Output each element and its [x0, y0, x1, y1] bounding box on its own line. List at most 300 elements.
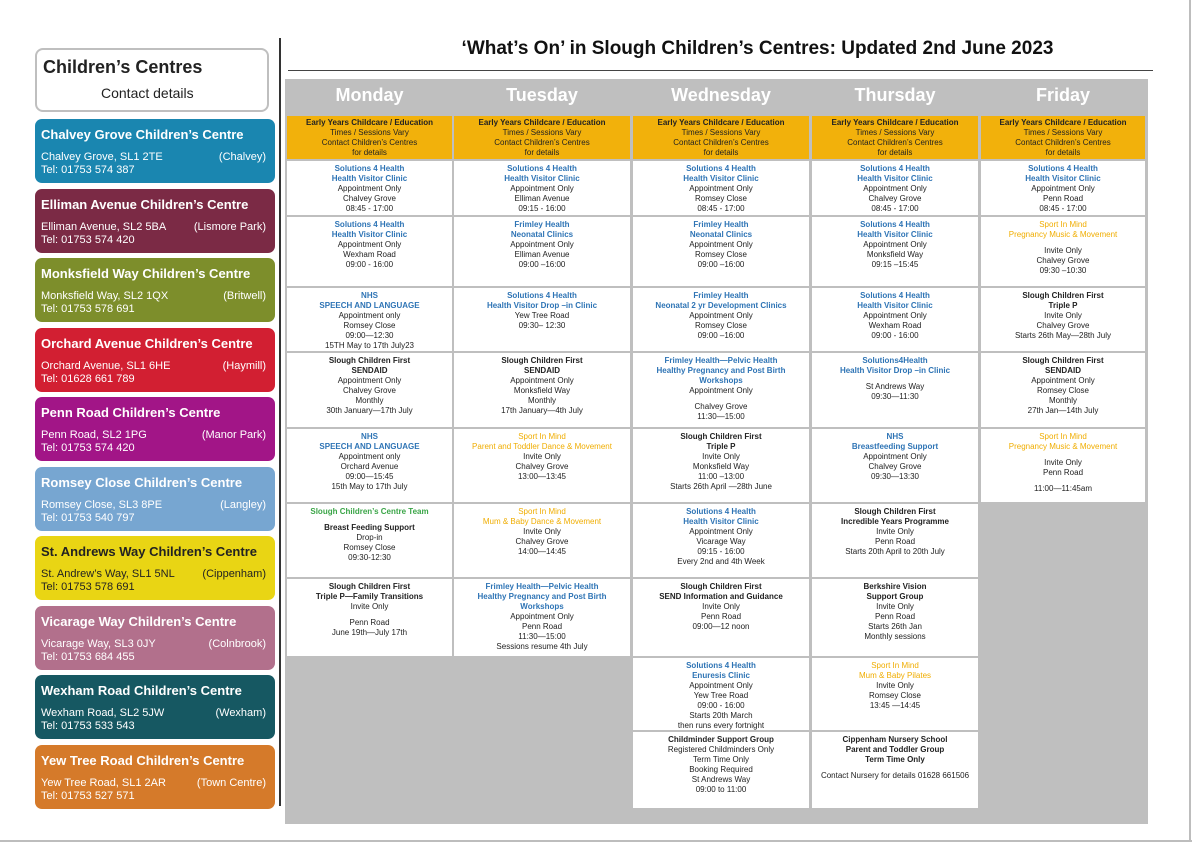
cell-line: Frimley Health — [693, 220, 749, 229]
activity-cell — [812, 658, 978, 730]
cell-line: 09:15 - 16:00 — [518, 204, 566, 213]
cell-line: Sport In Mind — [1039, 220, 1087, 229]
centre-card — [35, 328, 275, 392]
empty-cell — [981, 658, 1145, 730]
centre-card — [35, 467, 275, 531]
cell-line: 15TH May to 17th July23 — [325, 341, 414, 350]
cell-line: Pregnancy Music & Movement — [1008, 230, 1118, 239]
cell-line: Romsey Close — [1036, 386, 1089, 395]
centre-area: (Haymill) — [222, 359, 266, 372]
activity-cell — [287, 504, 452, 577]
cell-line: Penn Road — [874, 612, 916, 621]
cell-line: Health Visitor Clinic — [683, 174, 759, 183]
activity-cell — [454, 353, 630, 427]
cell-line: Solutions 4 Health — [860, 291, 930, 300]
cell-line: Times / Sessions Vary — [681, 128, 761, 137]
cell-line: Solutions 4 Health — [686, 164, 756, 173]
cell-line: 15th May to 17th July — [331, 482, 408, 491]
cell-line: NHS — [361, 291, 378, 300]
cell-line: Sport In Mind — [518, 507, 566, 516]
cell-line: Parent and Toddler Dance & Movement — [472, 442, 612, 451]
activity-cell — [633, 288, 809, 351]
cell-line: 09:00 –16:00 — [697, 260, 745, 269]
cell-line: Times / Sessions Vary — [502, 128, 582, 137]
cell-line: Frimley Health—Pelvic Health — [664, 356, 778, 365]
cell-line: Appointment Only — [510, 240, 574, 249]
empty-cell — [454, 658, 630, 730]
title-underline — [288, 70, 1153, 71]
activity-cell — [454, 429, 630, 502]
cell-line: for details — [1045, 148, 1081, 157]
cell-line: Appointment Only — [510, 184, 574, 193]
cell-line: Health Visitor Clinic — [1025, 174, 1101, 183]
centre-name: St. Andrews Way Children’s Centre — [41, 544, 257, 559]
activity-cell — [633, 353, 809, 427]
cell-line: Slough Children First — [1022, 291, 1104, 300]
empty-cell — [454, 732, 630, 808]
cell-line: Chalvey Grove — [343, 194, 396, 203]
cell-line: Berkshire Vision — [863, 582, 927, 591]
cell-line: Contact Nursery for details 01628 661506 — [820, 771, 970, 780]
cell-line: Solutions 4 Health — [1028, 164, 1098, 173]
centre-tel: Tel: 01753 578 691 — [41, 581, 135, 593]
cell-line: Chalvey Grove — [343, 386, 396, 395]
cell-line: Invite Only — [350, 602, 389, 611]
cell-line: Penn Road — [349, 618, 390, 627]
cell-line: Term Time Only — [692, 755, 749, 764]
cell-line: Frimley Health — [693, 291, 749, 300]
cell-line: Wexham Road — [868, 321, 922, 330]
activity-cell — [981, 353, 1145, 427]
cell-line: Health Visitor Clinic — [504, 174, 580, 183]
cell-line: Starts 26th April —28th June — [670, 482, 772, 491]
cell-line: Appointment Only — [337, 184, 402, 193]
cell-line: Starts 20th March — [689, 711, 753, 720]
cell-line: Appointment Only — [689, 681, 753, 690]
cell-line: Enuresis Clinic — [692, 671, 750, 680]
cell-line: 11:30—15:00 — [697, 412, 745, 421]
cell-line: for details — [877, 148, 913, 157]
cell-line: SPEECH AND LANGUAGE — [319, 301, 420, 310]
cell-line: Parent and Toddler Group — [845, 745, 945, 754]
cell-line: Wexham Road — [343, 250, 396, 259]
cell-line: Invite Only — [876, 527, 914, 536]
cell-line: 11:30—15:00 — [518, 632, 566, 641]
early-years-cell — [981, 116, 1145, 159]
centre-address: Monksfield Way, SL2 1QX — [41, 290, 169, 302]
cell-line: 09:00 –16:00 — [518, 260, 566, 269]
centre-area: (Langley) — [220, 498, 266, 511]
cell-line: 08:45 - 17:00 — [345, 204, 394, 213]
centre-area: (Colnbrook) — [208, 637, 266, 650]
cell-line: Appointment Only — [689, 240, 753, 249]
cell-line: Starts 26th Jan — [868, 622, 922, 631]
cell-line: Health Visitor Clinic — [331, 230, 408, 239]
cell-line: Monthly — [527, 396, 556, 405]
cell-line: 09:00—12:30 — [345, 331, 394, 340]
centre-name: Wexham Road Children’s Centre — [41, 683, 242, 698]
cell-line: Chalvey Grove — [515, 462, 569, 471]
cell-line: Appointment Only — [689, 527, 753, 536]
cell-line: Penn Road — [1042, 468, 1084, 477]
cell-line: Invite Only — [876, 681, 914, 690]
cell-line: Appointment Only — [863, 452, 927, 461]
cell-line: NHS — [361, 432, 378, 441]
activity-cell — [633, 161, 809, 215]
cell-line: Booking Required — [689, 765, 753, 774]
cell-line: Cippenham Nursery School — [842, 735, 948, 744]
cell-line: Chalvey Grove — [868, 462, 922, 471]
cell-line: Health Visitor Clinic — [857, 301, 933, 310]
cell-line: 11:00 –13:00 — [697, 472, 745, 481]
cell-line: Times / Sessions Vary — [330, 128, 409, 137]
day-header: Wednesday — [671, 85, 771, 105]
cell-line: 09:00 - 16:00 — [871, 331, 919, 340]
cell-line: Invite Only — [1044, 458, 1082, 467]
cell-line: 13:00—13:45 — [517, 472, 567, 481]
activity-cell — [454, 288, 630, 351]
page-title: ‘What’s On’ in Slough Children’s Centres: Updated 2nd June 2023 — [461, 38, 1054, 59]
centre-address: Vicarage Way, SL3 0JY — [41, 637, 156, 650]
contact-details-box — [35, 48, 269, 112]
centre-address: Elliman Avenue, SL2 5BA — [41, 220, 167, 233]
cell-line: Healthy Pregnancy and Post Birth — [656, 366, 786, 375]
day-header: Tuesday — [506, 85, 578, 105]
cell-line: Solutions 4 Health — [334, 164, 405, 173]
cell-line: Chalvey Grove — [1036, 321, 1090, 330]
cell-line: SENDAID — [523, 366, 560, 375]
cell-line: Workshops — [520, 602, 564, 611]
cell-line: Slough Children First — [680, 582, 762, 591]
cell-line: Solutions 4 Health — [860, 164, 930, 173]
activity-cell — [633, 504, 809, 577]
centre-card — [35, 536, 275, 600]
centre-tel: Tel: 01753 540 797 — [41, 511, 135, 524]
timetable-grid — [285, 79, 1148, 824]
activity-cell — [981, 161, 1145, 215]
cell-line: Breastfeeding Support — [851, 442, 939, 451]
centre-address: Wexham Road, SL2 5JW — [41, 707, 165, 719]
cell-line: 09:30—11:30 — [871, 392, 919, 401]
cell-line: Early Years Childcare / Education — [305, 118, 434, 127]
cell-line: Early Years Childcare / Education — [478, 118, 606, 127]
activity-cell — [287, 288, 452, 351]
centre-tel: Tel: 01753 574 420 — [41, 442, 135, 454]
cell-line: Neonatal Clinics — [689, 230, 753, 239]
cell-line: Starts 26th May—28th July — [1014, 331, 1112, 340]
day-header: Friday — [1035, 85, 1091, 105]
cell-line: Slough Children First — [1022, 356, 1104, 365]
cell-line: Times / Sessions Vary — [855, 128, 935, 137]
cell-line: Incredible Years Programme — [841, 517, 949, 526]
centre-name: Monksfield Way Children’s Centre — [41, 266, 251, 281]
cell-line: 13:45 —14:45 — [869, 701, 921, 710]
cell-line: Appointment Only — [510, 376, 574, 385]
centre-area: (Wexham) — [215, 707, 266, 719]
centre-tel: Tel: 01753 533 543 — [41, 720, 135, 732]
cell-line: Slough Children First — [328, 582, 411, 591]
centre-card — [35, 745, 275, 809]
cell-line: Appointment Only — [863, 240, 927, 249]
cell-line: Monthly — [355, 396, 384, 405]
cell-line: NHS — [886, 432, 904, 441]
contact-box-subtitle: Contact details — [101, 85, 194, 101]
centre-area: (Manor Park) — [201, 429, 266, 441]
activity-cell — [287, 161, 452, 215]
cell-line: for details — [352, 148, 387, 157]
centre-tel: Tel: 01753 527 571 — [41, 789, 135, 802]
cell-line: Appointment only — [338, 311, 401, 320]
cell-line: Early Years Childcare / Education — [831, 118, 959, 127]
cell-line: Monksfield Way — [513, 386, 571, 395]
centre-area: (Lismore Park) — [193, 220, 266, 233]
cell-line: Contact Children’s Centres — [321, 138, 418, 147]
cell-line: for details — [524, 148, 560, 157]
cell-line: Chalvey Grove — [868, 194, 922, 203]
cell-line: Contact Children’s Centres — [494, 138, 590, 147]
centre-card — [35, 397, 275, 461]
cell-line: Neonatal 2 yr Development Clinics — [655, 301, 787, 310]
centre-address: Romsey Close, SL3 8PE — [41, 498, 163, 511]
cell-line: Penn Road — [874, 537, 916, 546]
cell-line: Invite Only — [876, 602, 914, 611]
cell-line: Penn Road — [1042, 194, 1084, 203]
cell-line: Monthly sessions — [864, 632, 926, 641]
cell-line: Appointment Only — [510, 612, 574, 621]
cell-line: Frimley Health — [514, 220, 570, 229]
cell-line: 08:45 - 17:00 — [871, 204, 919, 213]
cell-line: Support Group — [866, 592, 924, 601]
cell-line: SENDAID — [1044, 366, 1081, 375]
activity-cell — [981, 429, 1145, 502]
cell-line: 11:00—11:45am — [1034, 484, 1092, 493]
activity-cell — [633, 658, 809, 730]
cell-line: Term Time Only — [865, 755, 925, 764]
cell-line: 09:00—15:45 — [345, 472, 394, 481]
cell-line: Monksfield Way — [692, 462, 750, 471]
cell-line: Health Visitor Drop –in Clinic — [486, 301, 598, 310]
activity-cell — [812, 579, 978, 656]
cell-line: Breast Feeding Support — [324, 523, 415, 532]
cell-line: June 19th—July 17th — [331, 628, 408, 637]
cell-line: Registered Childminders Only — [667, 745, 775, 754]
cell-line: Yew Tree Road — [693, 691, 749, 700]
activity-cell — [287, 429, 452, 502]
activity-cell — [812, 288, 978, 351]
cell-line: Triple P — [1048, 301, 1078, 310]
activity-cell — [812, 161, 978, 215]
activity-cell — [454, 161, 630, 215]
cell-line: Sport In Mind — [871, 661, 919, 670]
cell-line: Invite Only — [1044, 311, 1082, 320]
cell-line: 09:00 - 16:00 — [345, 260, 394, 269]
cell-line: Childminder Support Group — [668, 735, 774, 744]
cell-line: 09:15 - 16:00 — [697, 547, 745, 556]
activity-cell — [287, 217, 452, 286]
cell-line: Health Visitor Clinic — [331, 174, 408, 183]
centre-area: (Britwell) — [223, 290, 266, 302]
cell-line: 09:00 to 11:00 — [695, 785, 747, 794]
day-header: Thursday — [854, 85, 936, 105]
cell-line: Penn Road — [521, 622, 563, 631]
centre-name: Yew Tree Road Children’s Centre — [41, 752, 245, 768]
cell-line: Romsey Close — [343, 321, 396, 330]
activity-cell — [812, 353, 978, 427]
empty-cell — [981, 732, 1145, 808]
cell-line: Romsey Close — [694, 194, 747, 203]
cell-line: 09:30– 12:30 — [518, 321, 566, 330]
cell-line: Invite Only — [702, 452, 740, 461]
cell-line: Romsey Close — [343, 543, 396, 552]
centre-name: Orchard Avenue Children’s Centre — [41, 335, 253, 351]
cell-line: Health Visitor Drop –in Clinic — [839, 366, 951, 375]
cell-line: Appointment Only — [863, 311, 927, 320]
cell-line: SPEECH AND LANGUAGE — [319, 442, 420, 451]
early-years-cell — [454, 116, 630, 159]
centre-area: (Cippenham) — [202, 568, 266, 580]
activity-cell — [981, 217, 1145, 286]
cell-line: Frimley Health—Pelvic Health — [485, 582, 599, 591]
cell-line: Times / Sessions Vary — [1023, 128, 1103, 137]
cell-line: 27th Jan—14th July — [1027, 406, 1099, 415]
early-years-cell — [812, 116, 978, 159]
centre-card — [35, 189, 275, 253]
cell-line: Orchard Avenue — [340, 462, 399, 471]
cell-line: Chalvey Grove — [1036, 256, 1090, 265]
cell-line: Slough Children First — [854, 507, 936, 516]
cell-line: Triple P — [706, 442, 736, 451]
cell-line: Early Years Childcare / Education — [657, 118, 785, 127]
activity-cell — [454, 504, 630, 577]
activity-cell — [454, 579, 630, 656]
cell-line: Slough Children First — [680, 432, 762, 441]
cell-line: 09:00 –16:00 — [697, 331, 745, 340]
activity-cell — [812, 217, 978, 286]
cell-line: Mum & Baby Pilates — [858, 671, 932, 680]
cell-line: Pregnancy Music & Movement — [1008, 442, 1118, 451]
cell-line: Slough Children’s Centre Team — [310, 507, 429, 516]
centre-address: Chalvey Grove, SL1 2TE — [41, 151, 163, 163]
vertical-divider — [279, 38, 281, 806]
centre-name: Vicarage Way Children’s Centre — [41, 613, 237, 629]
cell-line: Solutions 4 Health — [860, 220, 930, 229]
cell-line: Neonatal Clinics — [510, 230, 574, 239]
cell-line: 08:45 - 17:00 — [1039, 204, 1087, 213]
cell-line: Health Visitor Clinic — [857, 174, 933, 183]
cell-line: Slough Children First — [501, 356, 583, 365]
cell-line: Contact Children’s Centres — [1015, 138, 1111, 147]
cell-line: SENDAID — [351, 366, 388, 375]
cell-line: Solutions 4 Health — [507, 291, 577, 300]
cell-line: Monthly — [1048, 396, 1077, 405]
cell-line: SEND Information and Guidance — [659, 592, 783, 601]
centre-tel: Tel: 01628 661 789 — [41, 372, 135, 385]
cell-line: Appointment Only — [863, 184, 927, 193]
centre-address: Orchard Avenue, SL1 6HE — [41, 359, 171, 372]
centre-card — [35, 119, 275, 183]
cell-line: Appointment Only — [689, 184, 753, 193]
activity-cell — [633, 732, 809, 808]
centre-tel: Tel: 01753 574 420 — [41, 233, 135, 246]
centre-address: Yew Tree Road, SL1 2AR — [41, 776, 166, 789]
cell-line: Solutions 4 Health — [686, 661, 756, 670]
cell-line: 17th January—4th July — [501, 406, 583, 415]
cell-line: Solutions 4 Health — [686, 507, 756, 516]
cell-line: Every 2nd and 4th Week — [677, 557, 765, 566]
cell-line: Contact Children’s Centres — [673, 138, 769, 147]
centre-card — [35, 258, 275, 322]
activity-cell — [633, 217, 809, 286]
empty-cell — [287, 732, 452, 808]
centre-name: Penn Road Children’s Centre — [41, 405, 221, 420]
centre-area: (Town Centre) — [196, 776, 266, 789]
cell-line: Appointment Only — [689, 311, 753, 320]
cell-line: 09:30-12:30 — [348, 553, 391, 562]
cell-line: Romsey Close — [694, 321, 747, 330]
cell-line: Triple P—Family Transitions — [315, 592, 424, 601]
cell-line: Appointment Only — [337, 376, 402, 385]
cell-line: Appointment Only — [1031, 184, 1095, 193]
cell-line: Health Visitor Clinic — [683, 517, 759, 526]
cell-line: 09:00—12 noon — [692, 622, 750, 631]
cell-line: then runs every fortnight — [677, 721, 765, 730]
cell-line: 30th January—17th July — [326, 406, 413, 415]
cell-line: Starts 20th April to 20th July — [845, 547, 945, 556]
centre-tel: Tel: 01753 684 455 — [41, 650, 135, 663]
activity-cell — [287, 579, 452, 656]
cell-line: Sport In Mind — [1039, 432, 1087, 441]
activity-cell — [812, 429, 978, 502]
cell-line: Sessions resume 4th July — [496, 642, 588, 651]
early-years-cell — [287, 116, 452, 159]
cell-line: Solutions 4 Health — [507, 164, 577, 173]
activity-cell — [812, 732, 978, 808]
cell-line: Early Years Childcare / Education — [999, 118, 1127, 127]
centre-card — [35, 606, 275, 670]
centre-card — [35, 675, 275, 739]
cell-line: Workshops — [699, 376, 743, 385]
early-years-cell — [633, 116, 809, 159]
centre-name: Chalvey Grove Children’s Centre — [41, 127, 244, 142]
cell-line: Appointment only — [338, 452, 401, 461]
centre-name: Elliman Avenue Children’s Centre — [41, 196, 249, 212]
cell-line: Yew Tree Road — [514, 311, 570, 320]
cell-line: Romsey Close — [868, 691, 921, 700]
centre-name: Romsey Close Children’s Centre — [41, 474, 243, 490]
cell-line: Contact Children’s Centres — [847, 138, 943, 147]
page-frame-right — [1189, 0, 1191, 842]
cell-line: Healthy Pregnancy and Post Birth — [477, 592, 607, 601]
cell-line: Vicarage Way — [696, 537, 746, 546]
cell-line: Elliman Avenue — [514, 250, 570, 259]
cell-line: Invite Only — [1044, 246, 1082, 255]
activity-cell — [287, 353, 452, 427]
cell-line: Appointment Only — [689, 386, 753, 395]
cell-line: Invite Only — [523, 527, 561, 536]
cell-line: 09:00 - 16:00 — [697, 701, 745, 710]
cell-line: St Andrews Way — [691, 775, 751, 784]
cell-line: 09:30 –10:30 — [1039, 266, 1087, 275]
cell-line: Appointment Only — [1031, 376, 1095, 385]
cell-line: Invite Only — [702, 602, 740, 611]
cell-line: Mum & Baby Dance & Movement — [482, 517, 602, 526]
cell-line: Elliman Avenue — [514, 194, 570, 203]
activity-cell — [454, 217, 630, 286]
cell-line: Sport In Mind — [518, 432, 566, 441]
cell-line: Health Visitor Clinic — [857, 230, 933, 239]
empty-cell — [981, 504, 1145, 577]
activity-cell — [981, 288, 1145, 351]
